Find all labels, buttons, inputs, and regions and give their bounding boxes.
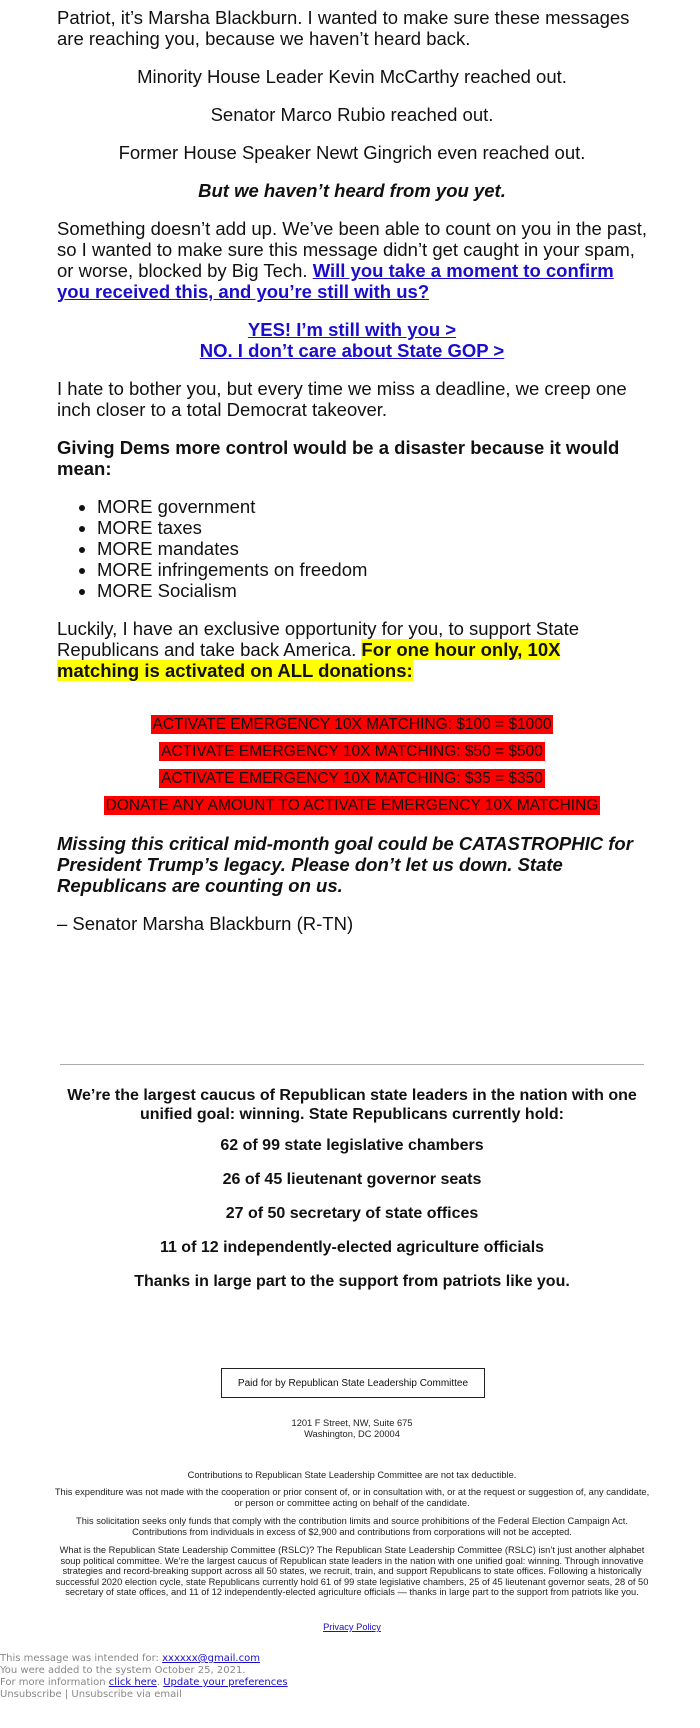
donate-buttons — [57, 715, 647, 823]
yes-still-with-you-link[interactable]: YES! I’m still with you > — [247, 319, 457, 340]
reached-gingrich: Former House Speaker Newt Gingrich even reached out. — [118, 142, 586, 163]
address-line-1: 1201 F Street, NW, Suite 675 — [291, 1418, 413, 1428]
yes-no-links — [57, 319, 647, 361]
holding-legislative: 62 of 99 state legislative chambers — [220, 1137, 484, 1154]
paid-for-box — [221, 1368, 485, 1398]
footer-added-date: You were added to the system October 25, 2021. — [0, 1665, 246, 1676]
list-item: • MORE infringements on freedom — [97, 559, 647, 580]
intended-text: This message was intended for: — [0, 1653, 159, 1664]
holding-agriculture: 11 of 12 independently-elected agriculture officials — [159, 1239, 545, 1256]
opportunity-paragraph — [57, 618, 647, 681]
missing-goal-paragraph: Missing this critical mid-month goal could be CATASTROPHIC for President Trump’s legacy. Please don’t let us down. State Republicans are counting on us. — [57, 833, 633, 896]
list-item: • MORE Socialism — [97, 580, 647, 601]
recipient-email-link[interactable]: xxxxxx@gmail.com — [162, 1653, 260, 1664]
reached-rubio: Senator Marco Rubio reached out. — [210, 104, 494, 125]
list-item: • MORE taxes — [97, 517, 647, 538]
footer-more-info: For more information click here. Update your preferences — [0, 1677, 288, 1688]
holding-secretary-of-state: 27 of 50 secretary of state offices — [225, 1205, 479, 1222]
donate-any-amount-button[interactable]: DONATE ANY AMOUNT TO ACTIVATE EMERGENCY 10X MATCHING — [105, 797, 599, 814]
more-list — [57, 496, 647, 601]
donate-50-button[interactable]: ACTIVATE EMERGENCY 10X MATCHING: $50 = $500 — [161, 743, 543, 760]
deadline-paragraph: I hate to bother you, but every time we miss a deadline, we creep one inch closer to a total Democrat takeover. — [57, 378, 627, 420]
email-body — [57, 0, 647, 934]
footer-unsubscribe — [0, 1689, 182, 1701]
signature: – Senator Marsha Blackburn (R-TN) — [57, 913, 354, 934]
address-line-2: Washington, DC 20004 — [304, 1428, 400, 1439]
intro-paragraph: Patriot, it’s Marsha Blackburn. I wanted to make sure these messages are reaching you, because we haven’t heard back. — [57, 7, 630, 49]
privacy-policy-link[interactable]: Privacy Policy — [323, 1622, 381, 1632]
holding-lt-governor: 26 of 45 lieutenant governor seats — [222, 1171, 482, 1188]
giving-dems-heading: Giving Dems more control would be a disaster because it would mean: — [57, 437, 620, 479]
spam-text: Something doesn’t add up. We’ve been able to count on you in the past, so I wanted to make sure this message didn’t get caught in your spam, or worse, blocked by Big Tech. — [57, 218, 648, 281]
opportunity-text: Luckily, I have an exclusive opportunity for you, to support State Republicans and take back America. — [57, 618, 580, 660]
paid-for-text: Paid for by Republican State Leadership Committee — [237, 1377, 469, 1389]
footer-intended — [0, 1653, 260, 1665]
not-deductible-notice: Contributions to Republican State Leadership Committee are not tax deductible. — [187, 1470, 517, 1480]
unsubscribe-separator: | — [64, 1689, 69, 1700]
address — [52, 1418, 652, 1439]
confirm-link[interactable]: Will you take a moment to confirm you received this, and you’re still with us? — [57, 260, 614, 302]
divider — [60, 1064, 644, 1065]
not-heard-heading: But we haven’t heard from you yet. — [198, 180, 506, 201]
matching-highlight: For one hour only, 10X matching is activated on ALL donations: — [57, 639, 561, 681]
unsubscribe-link[interactable]: Unsubscribe — [0, 1689, 62, 1700]
donate-35-button[interactable]: ACTIVATE EMERGENCY 10X MATCHING: $35 = $350 — [161, 770, 543, 787]
more-info-text: For more information — [0, 1677, 106, 1688]
expenditure-notice: This expenditure was not made with the cooperation or prior consent of, or in consultation with, or at the request or suggestion of, any candidate, or person or committee acting on behalf of the candidate. — [54, 1487, 650, 1508]
unsubscribe-via-email-link[interactable]: Unsubscribe via email — [71, 1689, 182, 1700]
solicitation-notice: This solicitation seeks only funds that comply with the contribution limits and source prohibitions of the Federal Election Campaign Act. Contributions from individuals in excess of $2,900 and contributions from corporations will not be accepted. — [76, 1516, 628, 1537]
no-dont-care-link[interactable]: NO. I don’t care about State GOP > — [199, 340, 505, 361]
privacy-policy — [52, 1622, 652, 1633]
rslc-description: What is the Republican State Leadership Committee (RSLC)? The Republican State Leadership Committee (RSLC) isn’t just another alphabet soup political committee. We’re the largest caucus of Republican state leaders in the nation with one unified goal: winning. Through innovative strategies and record-breaking support across all 50 states, we recruit, train, and support Republicans to state offices. Following a historically successful 2020 election cycle, state Republicans currently hold 61 of 99 state legislative chambers, 25 of 45 lieutenant governor seats, 28 of 50 secretary of state offices, and 11 of 12 independently-elected agriculture officials — thanks in large part to the support from patriots like you. — [55, 1545, 649, 1597]
reached-mccarthy: Minority House Leader Kevin McCarthy reached out. — [137, 66, 567, 87]
list-item: • MORE mandates — [97, 538, 647, 559]
click-here-link[interactable]: click here — [108, 1677, 157, 1688]
thanks-line: Thanks in large part to the support from patriots like you. — [134, 1273, 570, 1290]
list-item: • MORE government — [97, 496, 647, 517]
donate-100-button[interactable]: ACTIVATE EMERGENCY 10X MATCHING: $100 = $1000 — [152, 716, 552, 733]
spam-paragraph — [57, 218, 647, 302]
caucus-intro: We’re the largest caucus of Republican state leaders in the nation with one unified goal: winning. State Republicans currently hold: — [67, 1087, 637, 1123]
update-preferences-link[interactable]: Update your preferences — [163, 1677, 288, 1688]
